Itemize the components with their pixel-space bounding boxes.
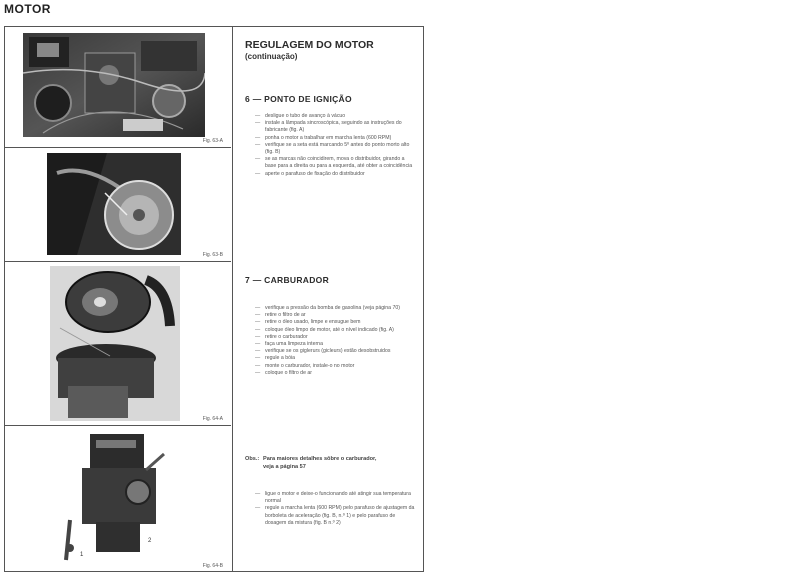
- figure-panel-64a: [5, 262, 231, 426]
- text-column: [235, 27, 423, 571]
- obs-label: Obs.:: [245, 456, 260, 462]
- manual-page: [4, 26, 424, 572]
- step-item: — coloque óleo limpo de motor, até o nível indicado (fig. A): [255, 327, 415, 334]
- section-heading-carburetor: 7 — CARBURADOR: [245, 275, 330, 285]
- page-title: REGULAGEM DO MOTOR: [245, 39, 374, 51]
- step-item: — desligue o tubo de avanço à vácuo: [255, 113, 415, 120]
- ignition-steps-list: [255, 113, 415, 178]
- section-heading-ignition: 6 — PONTO DE IGNIÇÃO: [245, 94, 352, 104]
- callout-2: 2: [148, 538, 152, 544]
- figure-panel-63a: [5, 27, 231, 148]
- obs-text-line2: veja a página 57: [263, 464, 306, 470]
- pulley-photo: [47, 153, 181, 255]
- step-item: — verifique se a seta está marcando 5º antes do ponto morto alto (fig. B): [255, 142, 415, 156]
- figure-column: [5, 27, 233, 571]
- observation-note: [245, 455, 415, 471]
- step-item: — instale a lâmpada sincroscópica, seguindo as instruções do fabricante (fig. A): [255, 120, 415, 134]
- figure-caption: Fig. 64-B: [202, 563, 223, 569]
- carburetor-photo: [60, 430, 174, 566]
- step-item: — regule a bóia: [255, 355, 415, 362]
- carburetor-steps-list: [255, 305, 415, 377]
- step-item: — se as marcas não coincidirem, mova o distribuidor, girando a base para a direita ou para a esquerda, até obter a coincidência: [255, 156, 415, 170]
- engine-bay-photo: [23, 33, 205, 137]
- step-item: — aperte o parafuso de fixação do distribuidor: [255, 171, 415, 178]
- step-item: — ponha o motor a trabalhar em marcha lenta (600 RPM): [255, 135, 415, 142]
- section-header: MOTOR: [4, 2, 51, 16]
- step-item: — regule a marcha lenta (600 RPM) pelo parafuso de ajustagem da borboleta de aceleração (fig. B, n.º 1) e pelo parafuso de dosagem da mistura (fig. B n.º 2): [255, 505, 415, 527]
- figure-caption: Fig. 63-B: [202, 252, 223, 258]
- step-item: — monte o carburador, instale-o no motor: [255, 363, 415, 370]
- step-item: — coloque o filtro de ar: [255, 370, 415, 377]
- idle-adjust-steps-list: [255, 491, 415, 527]
- figure-caption: Fig. 63-A: [202, 138, 223, 144]
- page-subtitle: (continuação): [245, 52, 298, 61]
- air-filter-photo: [50, 266, 180, 421]
- step-item: — verifique se os giglerurs (gicleurs) estão desobstruidos: [255, 348, 415, 355]
- step-item: — verifique a pressão da bomba de gasolina (veja página 70): [255, 305, 415, 312]
- step-item: — retire o filtro de ar: [255, 312, 415, 319]
- step-item: — retire o óleo usado, limpe e enxugue bem: [255, 319, 415, 326]
- step-item: — faça uma limpeza interna: [255, 341, 415, 348]
- obs-text-line1: Para maiores detalhes sôbre o carburador,: [263, 456, 377, 462]
- figure-panel-63b: [5, 148, 231, 262]
- figure-panel-64b: [5, 426, 231, 572]
- figure-caption: Fig. 64-A: [202, 416, 223, 422]
- step-item: — retire o carburador: [255, 334, 415, 341]
- step-item: — ligue o motor e deixe-o funcionando até atingir sua temperatura normal: [255, 491, 415, 505]
- callout-1: 1: [80, 552, 84, 558]
